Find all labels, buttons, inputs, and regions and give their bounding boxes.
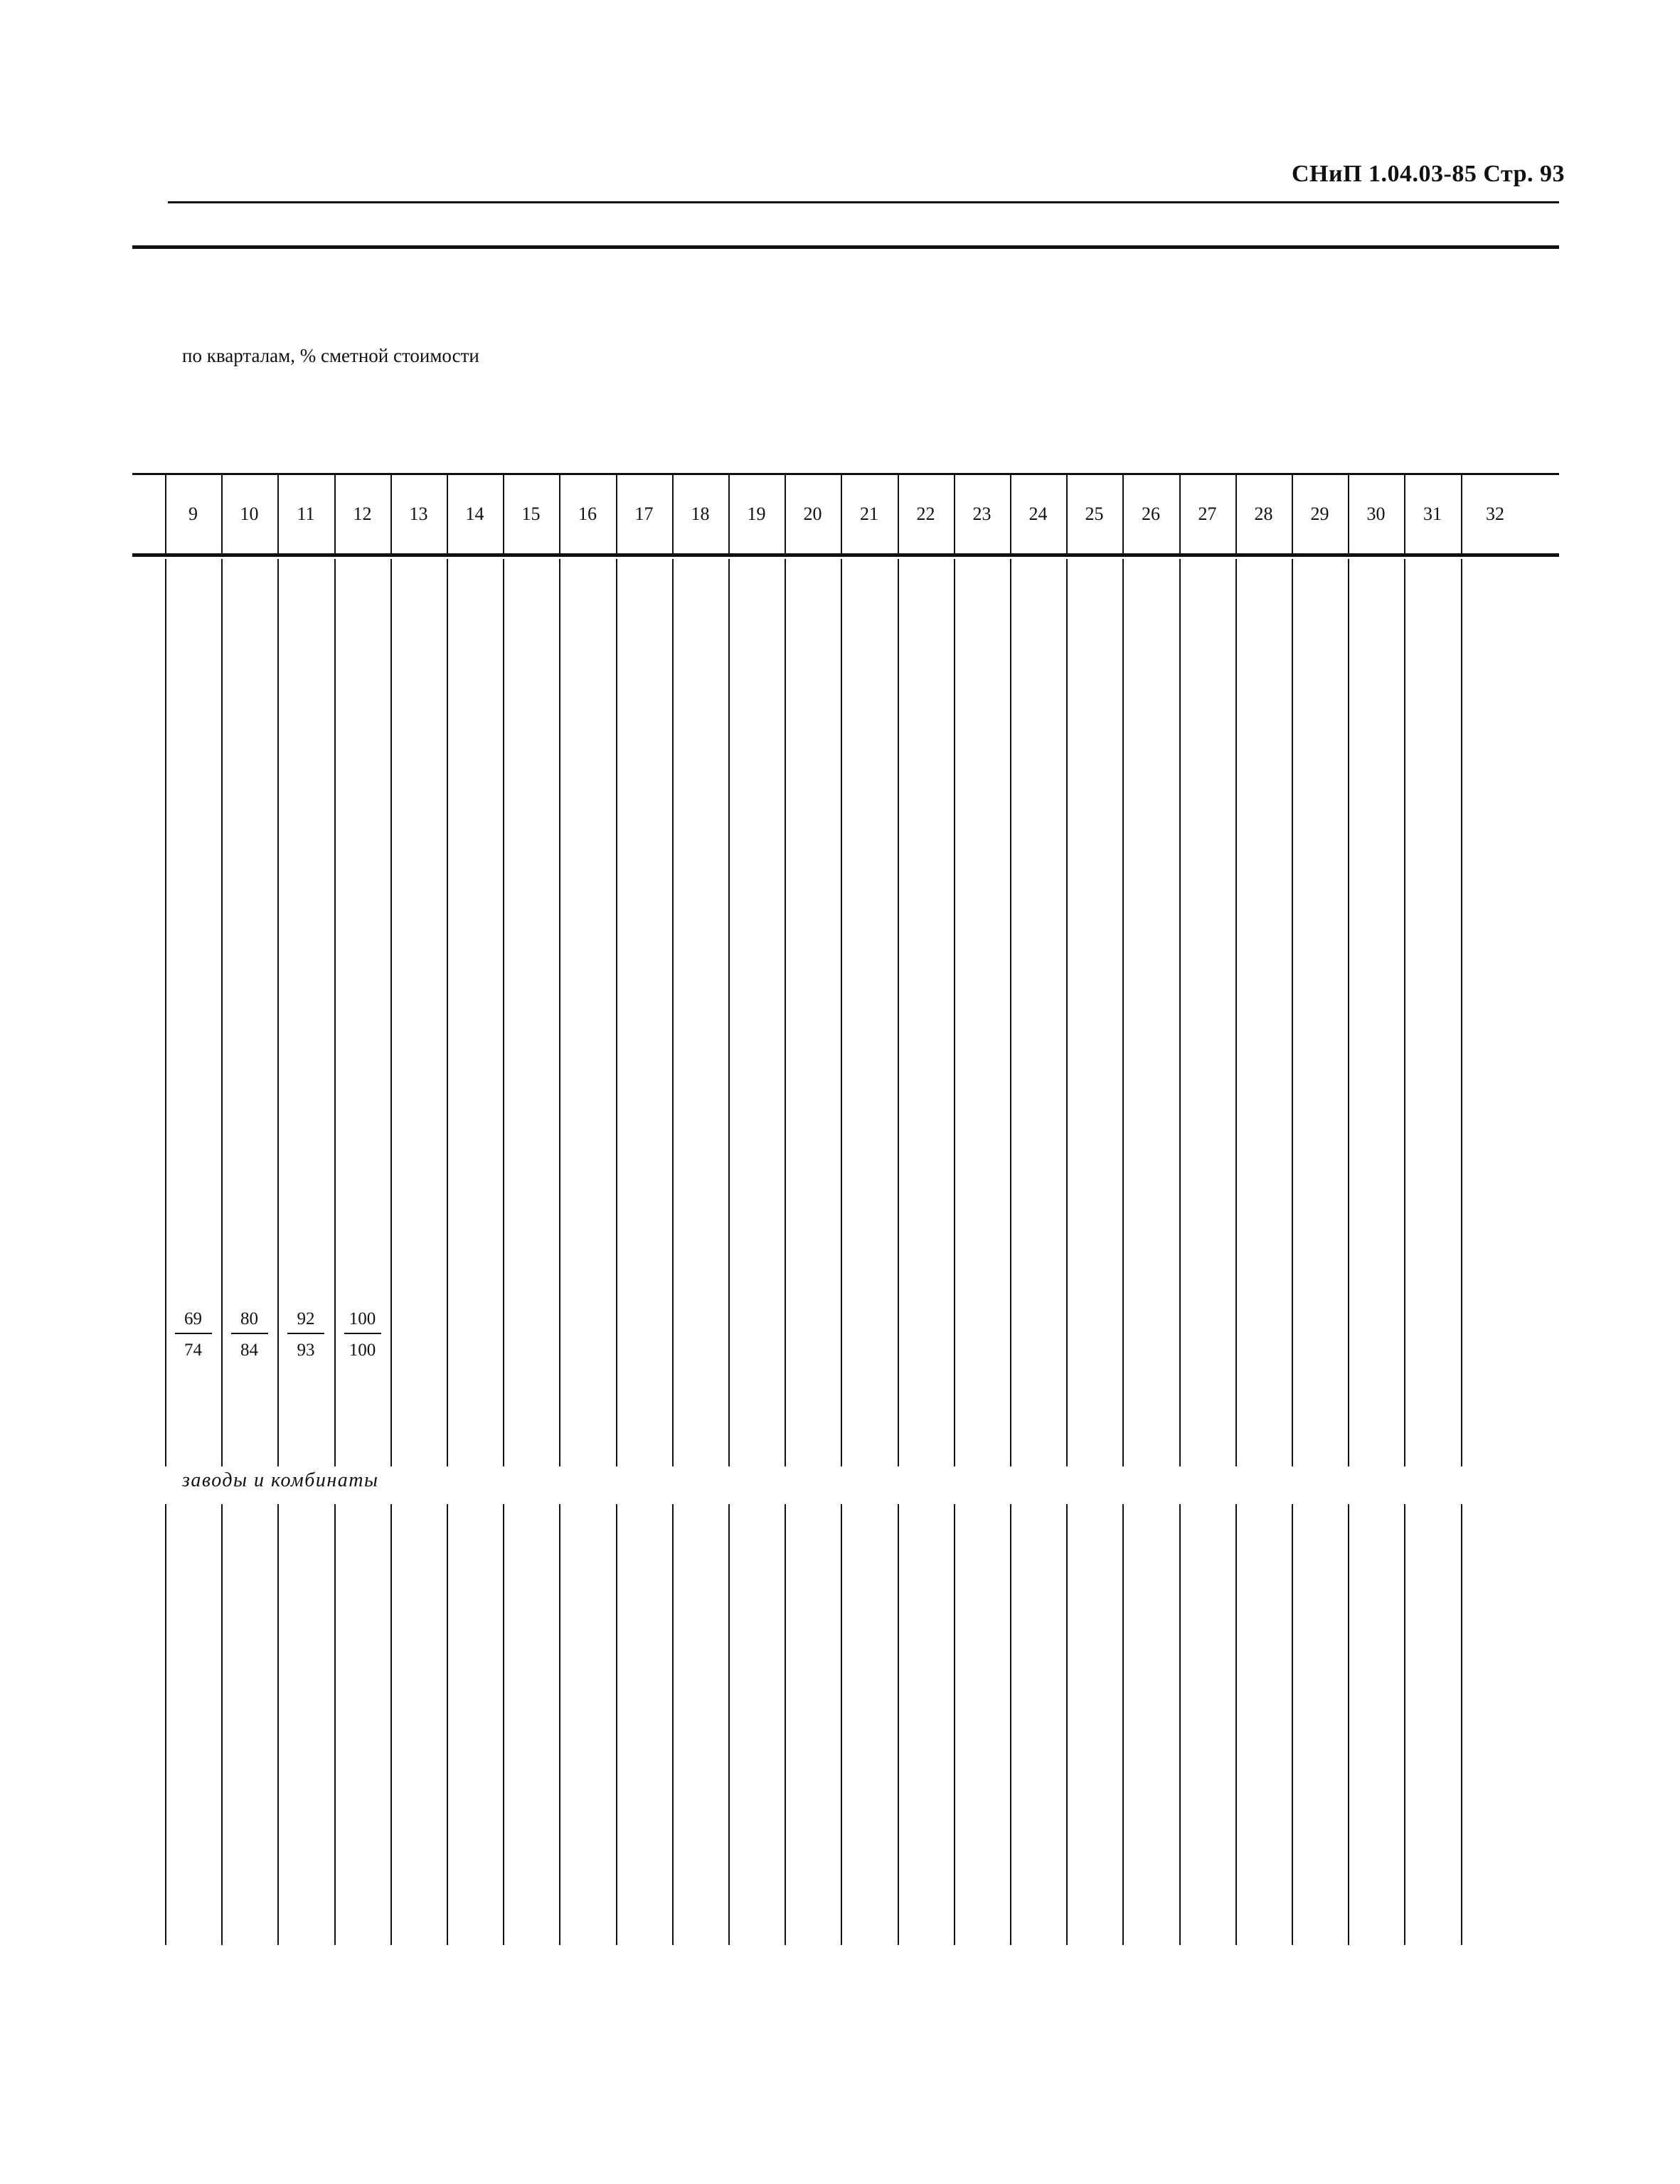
body-lower-column-divider <box>616 1504 617 1945</box>
fraction-numerator: 100 <box>349 1309 376 1328</box>
header-column-divider <box>1461 475 1462 553</box>
body-upper-column-divider <box>1348 559 1349 1466</box>
body-lower-column-divider <box>1348 1504 1349 1945</box>
fraction-denominator: 84 <box>240 1341 258 1360</box>
header-rule <box>168 201 1559 203</box>
body-lower-column-divider <box>447 1504 448 1945</box>
column-number-14: 14 <box>465 504 484 524</box>
body-lower-column-divider <box>1292 1504 1293 1945</box>
column-number-20: 20 <box>803 504 822 524</box>
table-caption: по кварталам, % сметной стоимости <box>182 345 479 366</box>
fraction-denominator: 93 <box>297 1341 315 1360</box>
column-number-11: 11 <box>297 504 315 524</box>
body-upper-column-divider <box>841 559 842 1466</box>
body-lower-column-divider <box>165 1504 166 1945</box>
body-lower-column-divider <box>785 1504 786 1945</box>
column-number-15: 15 <box>521 504 541 524</box>
body-upper-column-divider <box>503 559 504 1466</box>
column-number-16: 16 <box>578 504 597 524</box>
fraction-numerator: 69 <box>184 1309 202 1328</box>
fraction-bar <box>287 1333 324 1334</box>
body-lower-column-divider <box>1179 1504 1181 1945</box>
column-number-9: 9 <box>188 504 198 524</box>
body-lower-column-divider <box>954 1504 955 1945</box>
body-upper-column-divider <box>954 559 955 1466</box>
table-top-border <box>132 473 1559 475</box>
body-lower-column-divider <box>1461 1504 1462 1945</box>
body-upper-column-divider <box>1010 559 1011 1466</box>
body-lower-column-divider <box>672 1504 674 1945</box>
body-lower-column-divider <box>503 1504 504 1945</box>
column-number-19: 19 <box>747 504 766 524</box>
body-lower-column-divider <box>1404 1504 1405 1945</box>
column-number-18: 18 <box>691 504 710 524</box>
fraction-cell-9 <box>165 1306 222 1364</box>
page-header-title: СНиП 1.04.03-85 Стр. 93 <box>1292 161 1565 187</box>
body-upper-column-divider <box>559 559 560 1466</box>
body-upper-column-divider <box>1066 559 1068 1466</box>
body-upper-column-divider <box>1122 559 1124 1466</box>
body-upper-column-divider <box>1404 559 1405 1466</box>
body-lower-column-divider <box>221 1504 223 1945</box>
body-lower-column-divider <box>1010 1504 1011 1945</box>
fraction-numerator: 92 <box>297 1309 315 1328</box>
table-header-bottom-border <box>132 553 1559 557</box>
body-upper-column-divider <box>728 559 730 1466</box>
body-lower-column-divider <box>334 1504 336 1945</box>
section-label: заводы и комбинаты <box>182 1469 379 1491</box>
body-upper-column-divider <box>1235 559 1237 1466</box>
body-upper-column-divider <box>616 559 617 1466</box>
fraction-denominator: 74 <box>184 1341 202 1360</box>
body-upper-column-divider <box>1292 559 1293 1466</box>
fraction-denominator: 100 <box>349 1341 376 1360</box>
body-lower-column-divider <box>841 1504 842 1945</box>
column-number-12: 12 <box>353 504 372 524</box>
body-upper-column-divider <box>898 559 899 1466</box>
column-number-17: 17 <box>634 504 654 524</box>
body-lower-column-divider <box>898 1504 899 1945</box>
fraction-bar <box>344 1333 381 1334</box>
column-number-21: 21 <box>860 504 878 524</box>
body-lower-column-divider <box>728 1504 730 1945</box>
column-number-10: 10 <box>240 504 259 524</box>
fraction-bar <box>231 1333 268 1334</box>
column-number-28: 28 <box>1254 504 1273 524</box>
column-number-24: 24 <box>1028 504 1048 524</box>
body-upper-column-divider <box>672 559 674 1466</box>
body-upper-column-divider <box>1179 559 1181 1466</box>
body-lower-column-divider <box>390 1504 392 1945</box>
fraction-cell-10 <box>221 1306 278 1364</box>
body-upper-column-divider <box>1461 559 1462 1466</box>
column-number-29: 29 <box>1310 504 1329 524</box>
column-number-31: 31 <box>1423 504 1442 524</box>
fraction-cell-11 <box>277 1306 334 1364</box>
fraction-cell-12 <box>334 1306 391 1364</box>
column-number-13: 13 <box>409 504 428 524</box>
column-number-32: 32 <box>1486 504 1504 524</box>
column-number-30: 30 <box>1366 504 1386 524</box>
body-lower-column-divider <box>277 1504 279 1945</box>
column-number-23: 23 <box>972 504 991 524</box>
body-lower-column-divider <box>1066 1504 1068 1945</box>
fraction-bar <box>175 1333 212 1334</box>
body-upper-column-divider <box>785 559 786 1466</box>
body-lower-column-divider <box>559 1504 560 1945</box>
body-lower-column-divider <box>1122 1504 1124 1945</box>
body-upper-column-divider <box>447 559 448 1466</box>
column-number-27: 27 <box>1198 504 1217 524</box>
column-number-25: 25 <box>1085 504 1104 524</box>
fraction-numerator: 80 <box>240 1309 258 1328</box>
column-number-22: 22 <box>916 504 935 524</box>
header-thick-rule <box>132 245 1559 249</box>
body-lower-column-divider <box>1235 1504 1237 1945</box>
column-number-26: 26 <box>1142 504 1160 524</box>
